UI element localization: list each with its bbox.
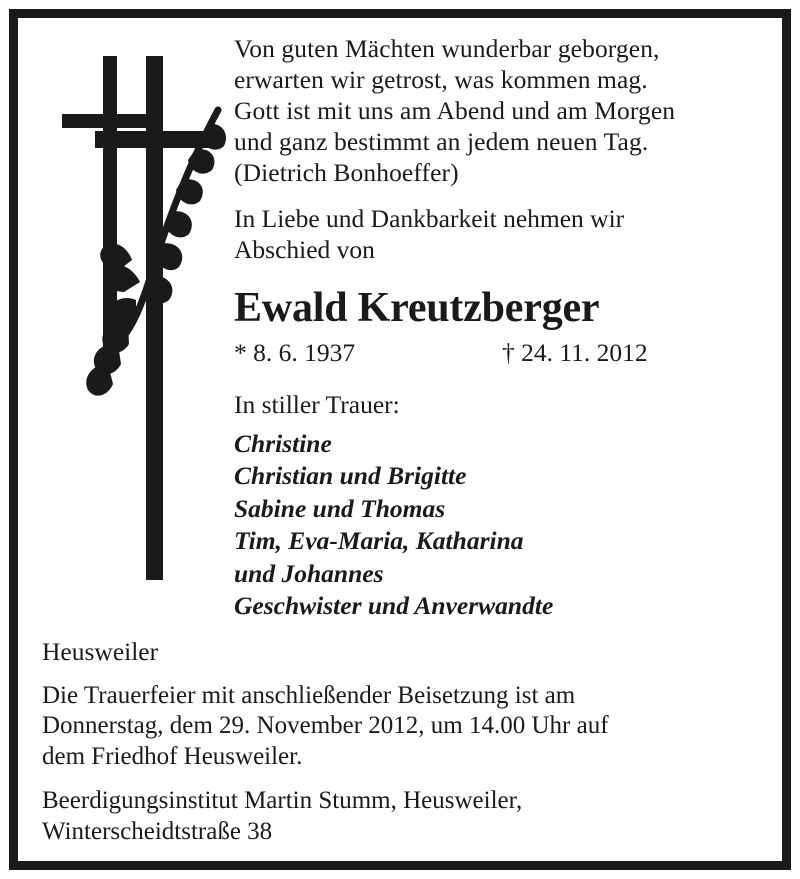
poem-line-1: Von guten Mächten wunderbar geborgen, (234, 34, 660, 63)
mourner-5: und Johannes (234, 558, 384, 588)
farewell-text (234, 204, 760, 266)
farewell-line-2: Abschied von (234, 234, 375, 264)
poem-line-2: erwarten wir getrost, was kommen mag. (234, 64, 648, 94)
ceremony-line-3: dem Friedhof Heusweiler. (42, 742, 303, 770)
notice-border (9, 9, 791, 870)
funeral-home-line-1: Beerdigungsinstitut Martin Stumm, Heusweiler, (42, 787, 523, 815)
place-name: Heusweiler (42, 636, 159, 666)
mourner-2: Christian und Brigitte (234, 461, 467, 491)
poem-attribution: (Dietrich Bonhoeffer) (234, 157, 459, 187)
mourner-6: Geschwister und Anverwandte (234, 591, 554, 621)
cross-with-palm-branch-icon (40, 34, 230, 603)
mourning-label: In stiller Trauer: (234, 389, 400, 419)
mourner-4: Tim, Eva-Maria, Katharina (234, 526, 524, 556)
poem-line-4: und ganz bestimmt an jedem neuen Tag. (234, 126, 649, 156)
life-dates (234, 338, 760, 368)
birth-date: * 8. 6. 1937 (234, 337, 356, 367)
ceremony-line-2: Donnerstag, dem 29. November 2012, um 14.00 Uhr auf (42, 712, 609, 740)
funeral-home-line-2: Winterscheidtstraße 38 (42, 817, 273, 845)
farewell-line-1: In Liebe und Dankbarkeit nehmen wir (234, 203, 625, 233)
mourner-3: Sabine und Thomas (234, 493, 446, 523)
ceremony-details (42, 681, 760, 773)
notice-content (18, 18, 782, 861)
notice-top-area (40, 34, 760, 623)
ceremony-line-1: Die Trauerfeier mit anschließender Beisetzung ist am (42, 681, 576, 709)
mourners-list (234, 428, 760, 623)
death-date: † 24. 11. 2012 (502, 337, 648, 367)
funeral-home-details (42, 786, 760, 847)
notice-text-column (230, 34, 760, 623)
deceased-name: Ewald Kreutzberger (234, 284, 600, 331)
poem-line-3: Gott ist mit uns am Abend und am Morgen (234, 95, 676, 125)
poem (234, 34, 760, 189)
notice-bottom-area (42, 637, 760, 848)
mourner-1: Christine (234, 428, 332, 458)
